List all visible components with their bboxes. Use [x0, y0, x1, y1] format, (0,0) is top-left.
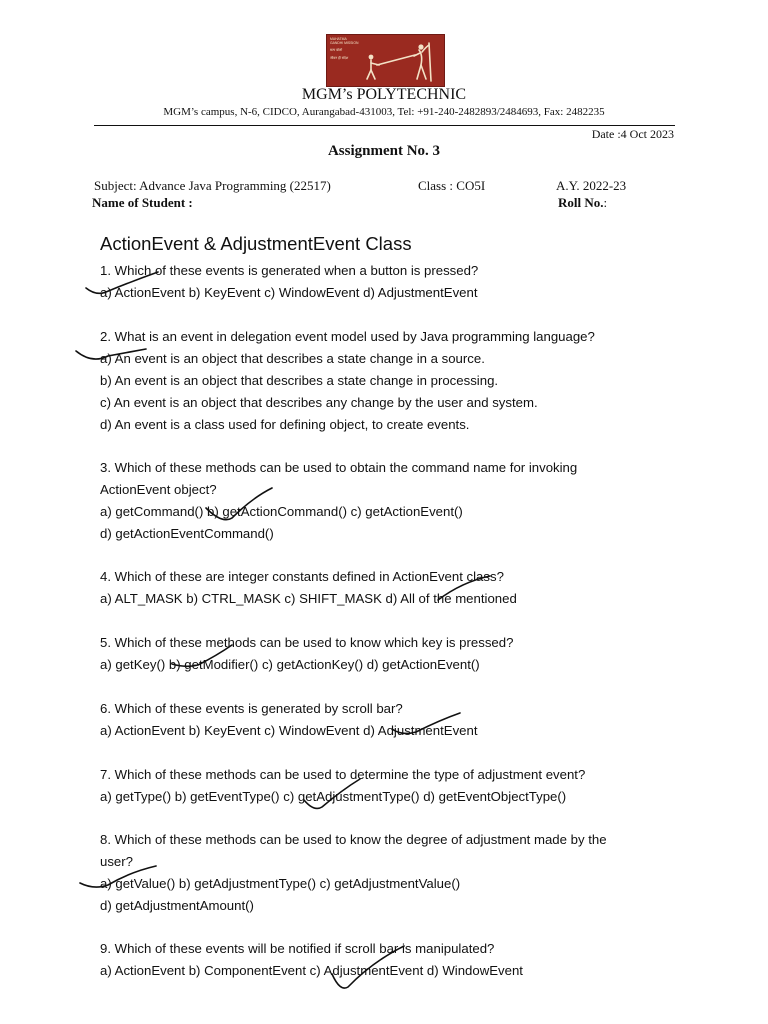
answer-option-line: ActionEvent object? [100, 482, 217, 497]
question-text: 6. Which of these events is generated by scroll bar? [100, 701, 403, 716]
answer-option-line: a) getValue() b) getAdjustmentType() c) getAdjustmentValue() [100, 876, 461, 891]
question-text: 5. Which of these methods can be used to know which key is pressed? [100, 635, 514, 650]
roll-no-text: Roll No. [558, 195, 604, 210]
question-8 [100, 829, 690, 917]
answer-option-line: a) getCommand() b) getActionCommand() c) getActionEvent() [100, 504, 463, 519]
header-divider [94, 125, 675, 126]
question-1 [100, 260, 690, 304]
logo-text-line: MAHATMA GANDHI MISSION [330, 37, 359, 46]
question-2 [100, 326, 690, 436]
answer-option-line: b) An event is an object that describes a state change in processing. [100, 373, 499, 388]
answer-option-line: a) ActionEvent b) KeyEvent c) WindowEvent d) AdjustmentEvent [100, 723, 478, 738]
question-5 [100, 632, 690, 676]
question-text: 3. Which of these methods can be used to obtain the command name for invoking [100, 460, 578, 475]
institute-logo [326, 34, 445, 87]
answer-option-line: user? [100, 854, 133, 869]
answer-option-line: a) ActionEvent b) ComponentEvent c) AdjustmentEvent d) WindowEvent [100, 963, 523, 978]
class-label: Class : CO5I [418, 178, 486, 193]
subject-label: Subject: Advance Java Programming (22517) [94, 178, 331, 193]
question-text: 2. What is an event in delegation event model used by Java programming language? [100, 329, 595, 344]
logo-lettering [330, 37, 360, 60]
logo-text-line: सत्य बोलो [330, 48, 343, 53]
assignment-title: Assignment No. 3 [327, 143, 441, 159]
answer-option-line: a) getKey() b) getModifier() c) getActionKey() d) getActionEvent() [100, 657, 480, 672]
answer-option-line: d) An event is a class used for defining object, to create events. [100, 417, 470, 432]
question-4 [100, 566, 690, 610]
logo-text-line: जीवन ही संदेश [330, 55, 349, 60]
question-text: 9. Which of these events will be notified if scroll bar is manipulated? [100, 941, 495, 956]
question-6 [100, 698, 690, 742]
answer-option-line: a) An event is an object that describes a state change in a source. [100, 351, 485, 366]
student-name-label: Name of Student : [92, 195, 193, 210]
roll-no-label [558, 195, 607, 211]
academic-year: A.Y. 2022-23 [556, 178, 627, 193]
answer-option-line: d) getActionEventCommand() [100, 526, 274, 541]
question-text: 8. Which of these methods can be used to know the degree of adjustment made by the [100, 832, 607, 847]
question-9 [100, 938, 690, 982]
section-title: ActionEvent & AdjustmentEvent Class [100, 233, 412, 254]
answer-option-line: a) ActionEvent b) KeyEvent c) WindowEvent d) AdjustmentEvent [100, 285, 478, 300]
college-name: MGM’s POLYTECHNIC [301, 86, 467, 103]
question-3 [100, 457, 690, 545]
roll-no-colon: : [603, 195, 608, 210]
assignment-date: Date :4 Oct 2023 [591, 127, 674, 141]
answer-option-line: a) getType() b) getEventType() c) getAdjustmentType() d) getEventObjectType() [100, 789, 567, 804]
answer-option-line: a) ALT_MASK b) CTRL_MASK c) SHIFT_MASK d) All of the mentioned [100, 591, 517, 606]
question-text: 1. Which of these events is generated when a button is pressed? [100, 263, 479, 278]
question-text: 7. Which of these methods can be used to determine the type of adjustment event? [100, 767, 586, 782]
answer-option-line: c) An event is an object that describes any change by the user and system. [100, 395, 538, 410]
question-7 [100, 764, 690, 808]
answer-option-line: d) getAdjustmentAmount() [100, 898, 254, 913]
question-text: 4. Which of these are integer constants defined in ActionEvent class? [100, 569, 504, 584]
college-address: MGM’s campus, N-6, CIDCO, Aurangabad-431003, Tel: +91-240-2482893/2484693, Fax: 2482235 [163, 106, 605, 118]
